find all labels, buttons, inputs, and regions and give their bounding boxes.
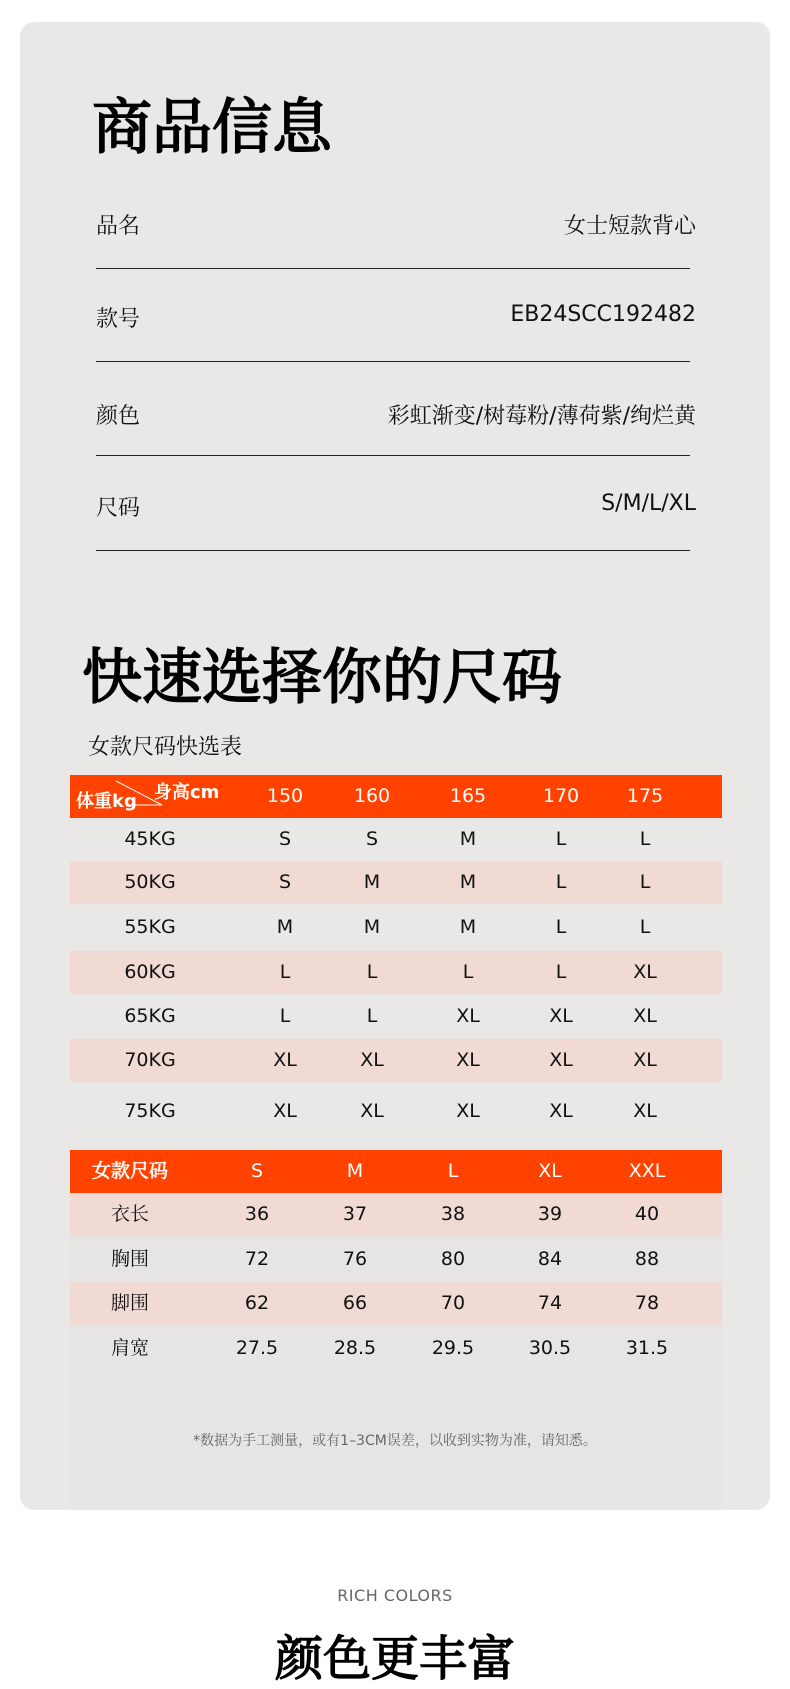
info-row-name bbox=[96, 209, 696, 239]
info-label: 款号 bbox=[96, 307, 141, 332]
size-header: XXL bbox=[628, 1160, 666, 1182]
size-header: M bbox=[346, 1160, 364, 1182]
measure-value: 78 bbox=[634, 1292, 660, 1314]
table-row bbox=[70, 861, 722, 904]
size-cell: M bbox=[276, 916, 294, 938]
measure-value: 80 bbox=[440, 1248, 466, 1270]
size-cell: S bbox=[365, 828, 379, 850]
size-cell: M bbox=[363, 916, 381, 938]
measure-value: 28.5 bbox=[333, 1337, 377, 1359]
measure-value: 38 bbox=[440, 1203, 466, 1225]
divider bbox=[96, 550, 690, 551]
weight-cell: 50KG bbox=[124, 871, 176, 893]
info-row-style-number bbox=[96, 302, 696, 332]
table-row bbox=[70, 818, 722, 861]
size-cell: L bbox=[555, 961, 567, 983]
table-row bbox=[70, 1282, 722, 1325]
measurement-table-header bbox=[70, 1150, 722, 1193]
size-header: L bbox=[447, 1160, 459, 1182]
size-cell: L bbox=[366, 961, 378, 983]
size-cell: XL bbox=[549, 1049, 573, 1071]
measure-value: 72 bbox=[244, 1248, 270, 1270]
measure-value: 66 bbox=[342, 1292, 368, 1314]
quick-table-header bbox=[70, 775, 722, 818]
size-cell: XL bbox=[549, 1100, 573, 1122]
size-cell: XL bbox=[360, 1100, 384, 1122]
info-label: 品名 bbox=[96, 214, 141, 239]
info-value: S/M/L/XL bbox=[601, 491, 696, 516]
weight-cell: 45KG bbox=[124, 828, 176, 850]
table-row bbox=[70, 1039, 722, 1082]
info-value: EB24SCC192482 bbox=[510, 302, 696, 327]
measure-value: 27.5 bbox=[235, 1337, 279, 1359]
size-cell: M bbox=[459, 916, 477, 938]
measure-value: 30.5 bbox=[528, 1337, 572, 1359]
info-value: 彩虹渐变/树莓粉/薄荷紫/绚烂黄 bbox=[387, 404, 696, 429]
measure-value: 88 bbox=[634, 1248, 660, 1270]
table-row bbox=[70, 906, 722, 949]
table-row bbox=[70, 1238, 722, 1281]
weight-cell: 55KG bbox=[124, 916, 176, 938]
size-cell: XL bbox=[273, 1100, 297, 1122]
table-row bbox=[70, 951, 722, 994]
size-cell: M bbox=[363, 871, 381, 893]
size-guide-title: 快速选择你的尺码 bbox=[82, 643, 562, 713]
height-header: 175 bbox=[626, 785, 664, 807]
measure-value: 31.5 bbox=[625, 1337, 669, 1359]
size-column-label: 女款尺码 bbox=[91, 1160, 169, 1182]
colors-kicker: RICH COLORS bbox=[337, 1586, 453, 1605]
corner-weight-label: 体重kg bbox=[76, 791, 137, 812]
info-value: 女士短款背心 bbox=[563, 214, 696, 239]
size-cell: M bbox=[459, 871, 477, 893]
size-cell: S bbox=[278, 871, 292, 893]
height-header: 160 bbox=[353, 785, 391, 807]
measure-value: 74 bbox=[537, 1292, 563, 1314]
size-cell: L bbox=[366, 1005, 378, 1027]
measure-value: 84 bbox=[537, 1248, 563, 1270]
measure-label: 脚围 bbox=[110, 1292, 150, 1314]
size-cell: XL bbox=[456, 1100, 480, 1122]
info-label: 颜色 bbox=[96, 404, 141, 429]
corner-height-label: 身高cm bbox=[154, 782, 220, 803]
size-cell: XL bbox=[360, 1049, 384, 1071]
measure-value: 36 bbox=[244, 1203, 270, 1225]
info-row-color bbox=[96, 399, 696, 429]
size-header: S bbox=[250, 1160, 264, 1182]
size-cell: XL bbox=[273, 1049, 297, 1071]
measure-value: 40 bbox=[634, 1203, 660, 1225]
size-cell: L bbox=[555, 828, 567, 850]
size-cell: L bbox=[462, 961, 474, 983]
product-info-title: 商品信息 bbox=[92, 93, 332, 163]
measure-value: 62 bbox=[244, 1292, 270, 1314]
size-cell: XL bbox=[633, 1100, 657, 1122]
measure-label: 衣长 bbox=[110, 1203, 150, 1225]
measurement-note: *数据为手工测量，或有1–3CM误差，以收到实物为准，请知悉。 bbox=[193, 1433, 597, 1449]
size-cell: XL bbox=[549, 1005, 573, 1027]
height-header: 150 bbox=[266, 785, 304, 807]
info-row-size bbox=[96, 491, 696, 521]
size-cell: L bbox=[639, 916, 651, 938]
divider bbox=[96, 361, 690, 362]
measure-label: 胸围 bbox=[110, 1248, 150, 1270]
colors-title: 颜色更丰富 bbox=[274, 1631, 515, 1687]
divider bbox=[96, 455, 690, 456]
measure-label: 肩宽 bbox=[110, 1337, 150, 1359]
size-cell: L bbox=[639, 871, 651, 893]
size-guide-subtitle: 女款尺码快选表 bbox=[88, 735, 243, 760]
measure-value: 70 bbox=[440, 1292, 466, 1314]
measure-value: 37 bbox=[342, 1203, 368, 1225]
measure-value: 29.5 bbox=[431, 1337, 475, 1359]
weight-cell: 70KG bbox=[124, 1049, 176, 1071]
weight-cell: 60KG bbox=[124, 961, 176, 983]
weight-cell: 65KG bbox=[124, 1005, 176, 1027]
measure-value: 76 bbox=[342, 1248, 368, 1270]
height-header: 170 bbox=[542, 785, 580, 807]
size-cell: L bbox=[279, 961, 291, 983]
size-cell: L bbox=[279, 1005, 291, 1027]
table-row bbox=[70, 1090, 722, 1133]
weight-cell: 75KG bbox=[124, 1100, 176, 1122]
measurement-table bbox=[70, 1150, 722, 1505]
table-row bbox=[70, 1193, 722, 1236]
divider bbox=[96, 268, 690, 269]
size-cell: M bbox=[459, 828, 477, 850]
table-row bbox=[70, 1327, 722, 1370]
size-header: XL bbox=[538, 1160, 562, 1182]
size-cell: L bbox=[555, 916, 567, 938]
size-cell: XL bbox=[456, 1049, 480, 1071]
size-cell: L bbox=[639, 828, 651, 850]
info-label: 尺码 bbox=[96, 496, 141, 521]
size-cell: XL bbox=[633, 1005, 657, 1027]
size-cell: S bbox=[278, 828, 292, 850]
measure-value: 39 bbox=[537, 1203, 563, 1225]
size-cell: L bbox=[555, 871, 567, 893]
size-cell: XL bbox=[633, 1049, 657, 1071]
size-cell: XL bbox=[633, 961, 657, 983]
height-header: 165 bbox=[449, 785, 487, 807]
size-cell: XL bbox=[456, 1005, 480, 1027]
table-row bbox=[70, 995, 722, 1038]
